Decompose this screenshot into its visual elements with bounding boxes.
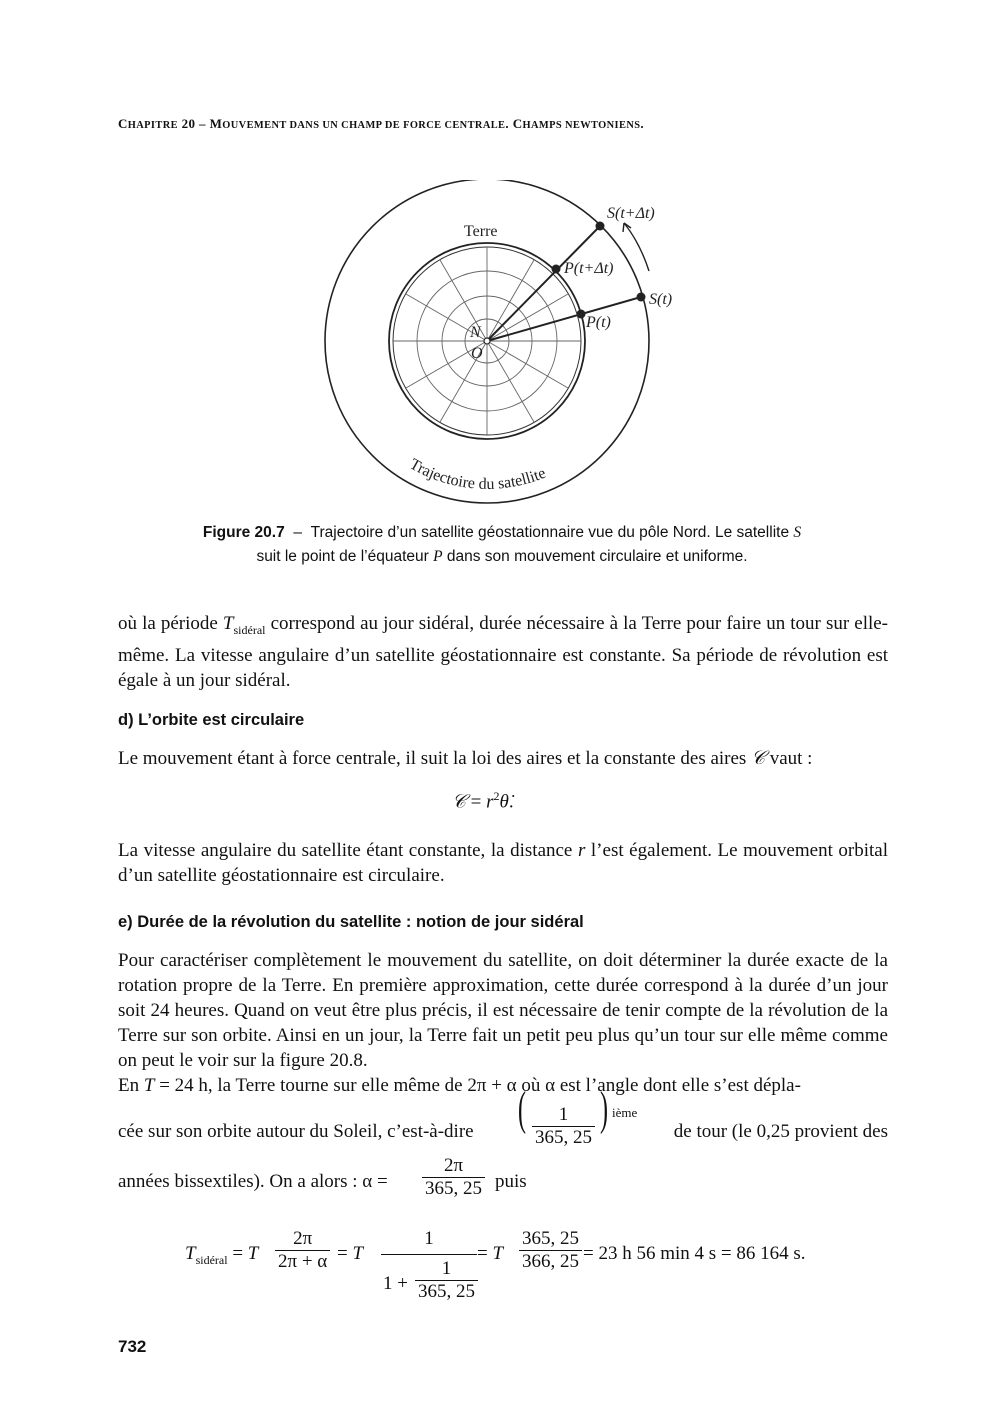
point-p-t-dt bbox=[552, 265, 561, 274]
paragraph-alpha-angle: En T = 24 h, la Terre tourne sur elle même de 2π + α où α est l’angle dont elle s’est dépla- bbox=[118, 1075, 801, 1096]
chapter-header: CHAPITRE 20 – MOUVEMENT DANS UN CHAMP DE FORCE CENTRALE. CHAMPS NEWTONIENS. bbox=[118, 116, 645, 131]
equation-areal-constant: 𝒞 = $r^2\thetȧ$. bbox=[452, 789, 514, 813]
pole-point bbox=[484, 338, 490, 344]
heading-sidereal-day: e) Durée de la révolution du satellite : notion de jour sidéral bbox=[118, 913, 584, 931]
label-earth: Terre bbox=[464, 223, 498, 240]
paragraph-alpha-line2: cée sur son orbite autour du Soleil, c’est-à-dire ( $\frac{1}{365, 25}$ ) ième de tour (le 0,25 provient des bbox=[118, 1082, 888, 1148]
point-s-t-dt bbox=[596, 222, 605, 231]
fraction-alpha: $\frac{2\pi}{365, 25}$ bbox=[422, 1155, 485, 1200]
label-north: N bbox=[470, 324, 481, 341]
label-s-t-dt: S(t+Δt) bbox=[607, 205, 655, 222]
page-number: 732 bbox=[118, 1337, 147, 1356]
paragraph-sidereal: où la période $T_{sidéral}$ correspond au jour sidéral, durée nécessaire à la Terre pour faire un tour sur elle-même. La vitesse angulaire d’un satellite géostationnaire est constante. Sa période de révolution est égale à un jour sidéral. bbox=[118, 613, 889, 691]
heading-circular-orbit: d) L’orbite est circulaire bbox=[118, 711, 305, 729]
fraction-one-over-year: $\frac{1}{365, 25}$ bbox=[532, 1104, 595, 1149]
point-s-t bbox=[637, 293, 646, 302]
orbit-figure bbox=[300, 180, 720, 510]
paragraph-areal-law: Le mouvement étant à force centrale, il suit la loi des aires et la constante des aires 𝒞 vaut : bbox=[118, 748, 813, 769]
equation-sidereal-period: $T_{sidéral} = T$ $\frac{2\pi}{2\pi + \alpha}$ = T 1 1 + $\frac{1}{365, 25}$ = T $\frac{365, 25}{366, 25}$ = 23 h 56 min 4 s = 86 164 s. bbox=[185, 1228, 806, 1302]
label-origin: O bbox=[471, 345, 483, 362]
point-p-t bbox=[577, 310, 586, 319]
motion-arrow bbox=[624, 223, 649, 271]
label-trajectory: Trajectoire du satellite bbox=[406, 455, 549, 493]
ray-s-t bbox=[487, 297, 641, 341]
label-s-t: S(t) bbox=[649, 291, 673, 308]
paragraph-alpha-line3: années bissextiles). On a alors : α = $\frac{2\pi}{365, 25}$ puis bbox=[118, 1155, 527, 1199]
paragraph-constant-distance: La vitesse angulaire du satellite étant constante, la distance r l’est également. Le mouvement orbital d’un satellite géostationnaire est circulaire. bbox=[118, 840, 889, 886]
label-p-t-dt: P(t+Δt) bbox=[564, 260, 614, 277]
paragraph-earth-rotation: Pour caractériser complètement le mouvement du satellite, on doit déterminer la durée exacte de la rotation propre de la Terre. En première approximation, cette durée correspond à la durée d’un jour soit 24 heures. Quand on veut être plus précis, il est nécessaire de tenir compte de la révolution de la Terre sur son orbite. Ainsi en un jour, la Terre fait un petit peu plus qu’un tour sur elle même comme on peut le voir sur la figure 20.8. bbox=[118, 950, 888, 1071]
label-p-t: P(t) bbox=[586, 314, 611, 331]
figure-caption: Figure 20.7 – Trajectoire d’un satellite géostationnaire vue du pôle Nord. Le satellite S suit le point de l’équateur P dans son mouvement circulaire et uniforme. bbox=[202, 524, 802, 565]
